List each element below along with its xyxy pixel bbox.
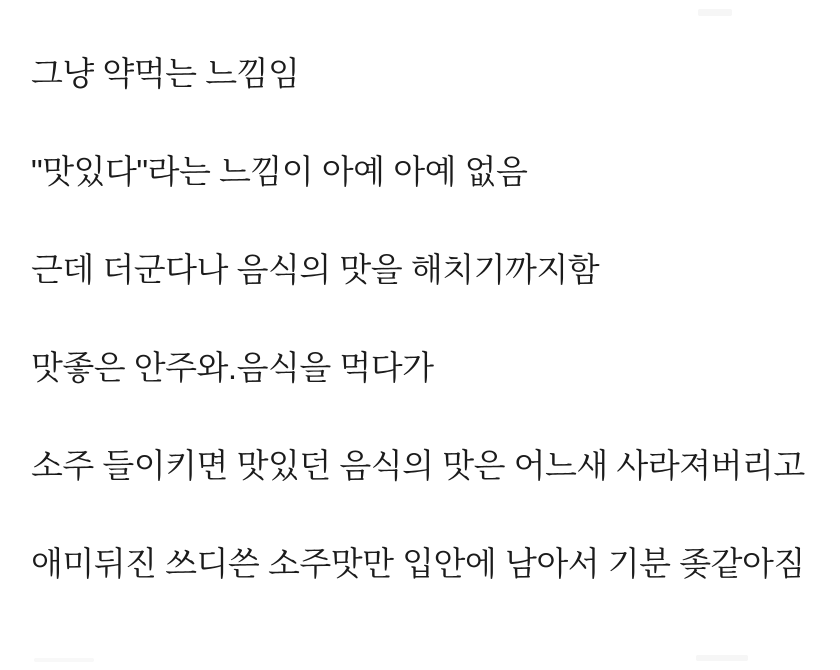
faint-artifact-top-right [698,9,732,16]
faint-artifact-bottom [696,655,748,661]
faint-artifact-bottom-left [34,658,94,662]
post-line: 소주 들이키면 맛있던 음식의 맛은 어느새 사라져버리고 [31,447,805,484]
post-line: 근데 더군다나 음식의 맛을 해치기까지함 [31,251,600,288]
post-line: "맛있다"라는 느낌이 아예 아예 없음 [31,153,528,190]
post-line: 애미뒤진 쓰디쓴 소주맛만 입안에 남아서 기분 좆같아짐 [31,545,805,582]
post-line: 그냥 약먹는 느낌임 [31,55,300,92]
post-line: 맛좋은 안주와.음식을 먹다가 [31,349,434,386]
post-text-body [31,55,820,583]
